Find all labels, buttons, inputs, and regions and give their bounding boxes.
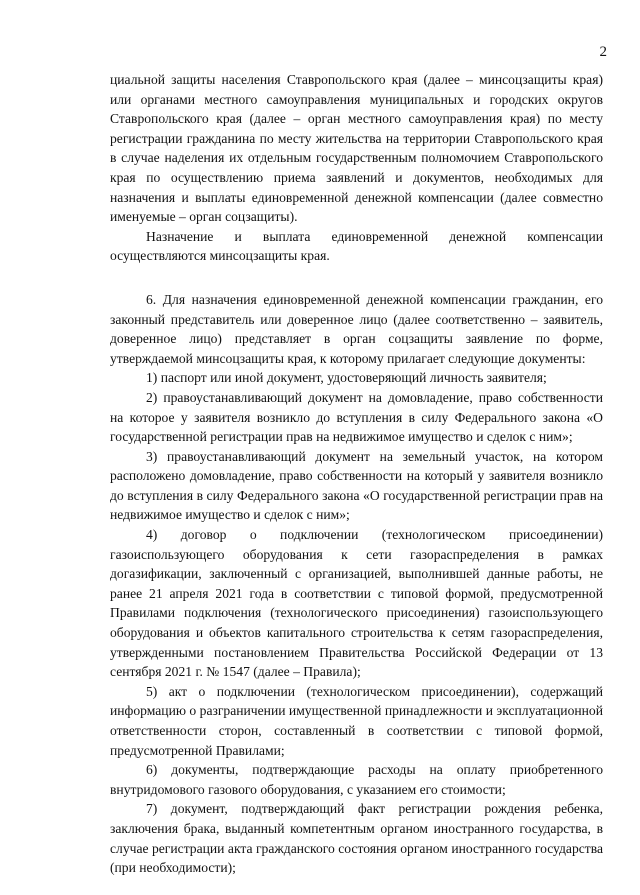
list-item-5: 5) акт о подключении (технологическом присоединении), содержащий информацию о разграничении имущественной принадлежности и эксплуатационной ответственности сторон, составленный в соответствии с типовой формой, предусмотренной Правилами; <box>110 683 603 758</box>
list-item-1: 1) паспорт или иной документ, удостоверяющий личность заявителя; <box>146 370 547 386</box>
list-item-7: 7) документ, подтверждающий факт регистрации рождения ребенка, заключения брака, выданный компетентным органом иностранного государства, в случае регистрации акта гражданского состояния органом иностранного государства (при необходимости); <box>110 801 603 876</box>
list-item-2: 2) правоустанавливающий документ на домовладение, право собственности на которое у заявителя возникло до вступления в силу Федерального закона «О государственной регистрации прав на недвижимое имущество и сделок с ним»; <box>110 389 603 445</box>
list-item-4: 4) договор о подключении (технологическом присоединении) газоиспользующего оборудования к сети газораспределения в рамках догазификации, заключенный с организацией, выполнившей данные работы, не ранее 21 апреля 2021 года в соответствии с типовой формой, предусмотренной Правилами подключения (технологического присоединения) газоиспользующего оборудования и объектов капитального строительства к сетям газораспределения, утвержденными постановлением Правительства Российской Федерации от 13 сентября 2021 г. № 1547 (далее – Правила); <box>110 527 603 680</box>
document-body <box>110 70 603 878</box>
page-number: 2 <box>599 44 607 60</box>
list-item-3: 3) правоустанавливающий документ на земельный участок, на котором расположено домовладение, право собственности на который у заявителя возникло до вступления в силу Федерального закона «О государственной регистрации прав на недвижимое имущество и сделок с ним»; <box>110 448 603 523</box>
list-item-6: 6) документы, подтверждающие расходы на оплату приобретенного внутридомового газового оборудования, с указанием его стоимости; <box>110 762 603 797</box>
paragraph-item-6: 6. Для назначения единовременной денежной компенсации гражданин, его законный представитель или доверенное лицо (далее соответственно – заявитель, доверенное лицо) представляет в орган соцзащиты заявление по форме, утверждаемой минсоцзащиты края, к которому прилагает следующие документы: <box>110 291 603 366</box>
paragraph-continuation: циальной защиты населения Ставропольского края (далее – минсоцзащиты края) или органами местного самоуправления муниципальных и городских округов Ставропольского края (далее – орган местного самоуправления края) по месту регистрации гражданина по месту жительства на территории Ставропольского края в случае наделения их отдельным государственным полномочием Ставропольского края по осуществлению приема заявлений и документов, необходимых для назначения и выплаты единовременной денежной компенсации (далее совместно именуемые – орган соцзащиты). <box>110 72 603 225</box>
paragraph-payment-note: Назначение и выплата единовременной денежной компенсации осуществляются минсоцзащиты края. <box>110 228 603 264</box>
paragraph-gap <box>110 266 603 290</box>
